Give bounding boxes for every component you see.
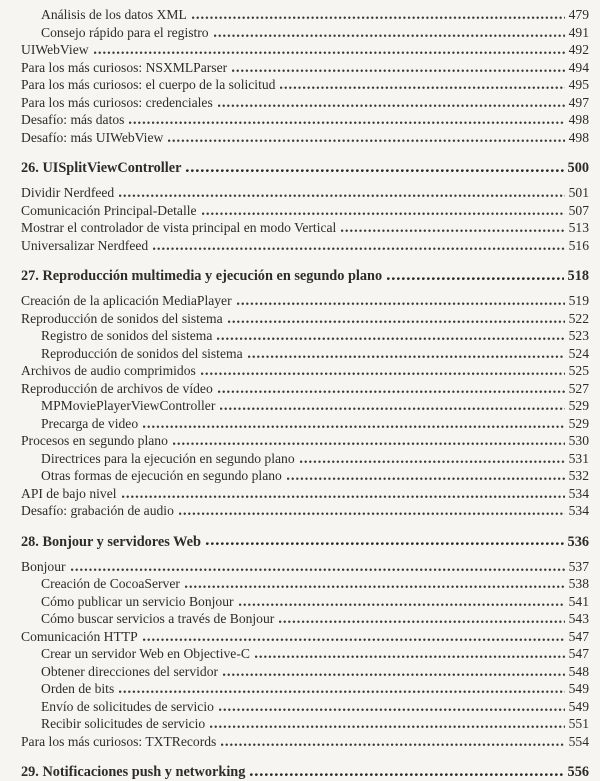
- toc-entry: [21, 6, 589, 24]
- toc-entry: [21, 715, 589, 733]
- dot-leader: [143, 638, 565, 641]
- toc-entry-page: 556: [567, 764, 589, 780]
- dot-leader: [220, 407, 564, 410]
- toc-entry-title: Para los más curiosos: NSXMLParser: [21, 59, 228, 75]
- dot-leader: [119, 690, 564, 693]
- toc-entry: [21, 202, 589, 220]
- toc-entry-page: 529: [568, 398, 589, 413]
- toc-entry: [21, 575, 589, 593]
- dot-leader: [214, 34, 565, 37]
- toc-entry-title: Precarga de video: [41, 415, 139, 431]
- toc-entry-page: 527: [568, 380, 589, 396]
- dot-leader: [280, 86, 564, 89]
- dot-leader: [202, 212, 565, 215]
- toc-entry: [21, 129, 589, 147]
- toc-entry-page: 498: [568, 129, 589, 145]
- dot-leader: [173, 442, 565, 445]
- dot-leader: [179, 512, 565, 515]
- toc-entry-title: Para los más curiosos: credenciales: [21, 94, 213, 110]
- dot-leader: [143, 425, 564, 428]
- toc-entry: [21, 76, 589, 94]
- toc-entry-page: 497: [568, 94, 589, 110]
- toc-entry: [21, 24, 589, 42]
- dot-leader: [219, 708, 565, 711]
- toc-entry: [21, 219, 589, 237]
- toc-entry-page: 537: [568, 558, 589, 574]
- toc-entry-page: 551: [568, 716, 589, 731]
- toc-entry-title: Obtener direcciones del servidor: [41, 663, 219, 679]
- toc-entry-page: 541: [568, 593, 589, 609]
- toc-entry-title: Desafío: grabación de audio: [21, 503, 174, 518]
- toc-entry-title: Creación de la aplicación MediaPlayer: [21, 293, 232, 308]
- toc-entry: [21, 59, 589, 77]
- dot-leader: [122, 495, 565, 498]
- dot-leader: [192, 16, 565, 19]
- toc-entry: [21, 593, 589, 611]
- toc-entry-title: Orden de bits: [41, 681, 115, 696]
- toc-entry-page: 547: [568, 628, 589, 644]
- toc-entry: [21, 327, 589, 345]
- toc-entry-title: Procesos en segundo plano: [21, 433, 168, 448]
- toc-entry-page: 549: [568, 698, 589, 714]
- dot-leader: [287, 477, 565, 480]
- dot-leader: [223, 673, 565, 676]
- toc-entry-page: 554: [568, 733, 589, 749]
- dot-leader: [71, 568, 565, 571]
- toc-entry: [21, 111, 589, 129]
- toc-entry: [21, 267, 589, 285]
- dot-leader: [232, 69, 564, 72]
- toc-entry-page: 529: [568, 415, 589, 431]
- dot-leader: [217, 337, 564, 340]
- dot-leader: [248, 355, 565, 358]
- toc-entry-page: 548: [568, 663, 589, 679]
- toc-entry: [21, 502, 589, 520]
- toc-entry: [21, 645, 589, 663]
- toc-entry-page: 531: [568, 450, 589, 466]
- toc-entry-page: 523: [568, 328, 589, 343]
- toc-entry-title: UIWebView: [21, 42, 89, 57]
- dot-leader: [206, 542, 564, 545]
- toc-entry-title: Comunicación Principal-Detalle: [21, 202, 197, 218]
- toc-entry-title: Registro de sonidos del sistema: [41, 328, 213, 343]
- toc-entry-title: Mostrar el controlador de vista principal en modo Vertical: [21, 220, 337, 235]
- dot-leader: [210, 725, 564, 728]
- toc-entry: [21, 310, 589, 328]
- toc-entry: [21, 558, 589, 576]
- toc-entry-page: 532: [568, 468, 589, 483]
- toc-entry-title: Directrices para la ejecución en segundo plano: [41, 450, 295, 466]
- toc-entry-title: Reproducción de sonidos del sistema: [21, 310, 223, 326]
- dot-leader: [153, 247, 564, 250]
- toc-list: [21, 6, 589, 781]
- toc-entry: [21, 159, 589, 177]
- toc-entry-title: Envío de solicitudes de servicio: [41, 698, 214, 714]
- toc-entry: [21, 610, 589, 628]
- toc-entry: [21, 292, 589, 310]
- dot-leader: [300, 460, 565, 463]
- toc-entry-title: API de bajo nivel: [21, 485, 117, 501]
- toc-entry-title: Cómo buscar servicios a través de Bonjour: [41, 611, 275, 626]
- dot-leader: [186, 169, 563, 172]
- toc-entry: [21, 237, 589, 255]
- dot-leader: [237, 302, 565, 305]
- dot-leader: [201, 372, 565, 375]
- dot-leader: [94, 51, 565, 54]
- toc-entry-page: 543: [568, 611, 589, 626]
- toc-entry-title: Bonjour: [21, 558, 66, 574]
- toc-entry-title: 26. UISplitViewController: [21, 160, 182, 176]
- toc-entry-title: Consejo rápido para el registro: [41, 24, 209, 40]
- toc-entry: [21, 397, 589, 415]
- dot-leader: [119, 194, 564, 197]
- toc-entry: [21, 415, 589, 433]
- toc-entry-page: 534: [568, 485, 589, 501]
- toc-entry-title: Universalizar Nerdfeed: [21, 237, 149, 253]
- toc-entry: [21, 663, 589, 681]
- dot-leader: [129, 121, 564, 124]
- dot-leader: [250, 773, 563, 776]
- toc-entry-title: Para los más curiosos: el cuerpo de la solicitud: [21, 77, 276, 92]
- dot-leader: [185, 585, 565, 588]
- toc-entry-page: 495: [568, 77, 589, 92]
- toc-entry: [21, 533, 589, 551]
- toc-entry: [21, 362, 589, 380]
- toc-entry-title: Cómo publicar un servicio Bonjour: [41, 593, 234, 609]
- dot-leader: [239, 603, 565, 606]
- toc-entry-page: 525: [568, 363, 589, 378]
- toc-entry: [21, 698, 589, 716]
- toc-entry: [21, 41, 589, 59]
- toc-entry-title: Otras formas de ejecución en segundo plano: [41, 468, 282, 483]
- dot-leader: [341, 229, 564, 232]
- toc-entry-page: 534: [568, 503, 589, 518]
- toc-entry-page: 498: [568, 112, 589, 127]
- toc-entry-title: Desafío: más datos: [21, 112, 125, 127]
- toc-entry-title: Archivos de audio comprimidos: [21, 363, 196, 378]
- toc-entry-title: 27. Reproducción multimedia y ejecución en segundo plano: [21, 268, 383, 284]
- toc-entry-page: 549: [568, 681, 589, 696]
- toc-entry-title: Crear un servidor Web en Objective-C: [41, 646, 250, 661]
- dot-leader: [387, 277, 563, 280]
- toc-entry-title: Análisis de los datos XML: [41, 7, 187, 22]
- toc-entry-title: 29. Notificaciones push y networking: [21, 764, 246, 780]
- toc-entry-title: Dividir Nerdfeed: [21, 185, 115, 200]
- toc-entry-page: 522: [568, 310, 589, 326]
- dot-leader: [218, 104, 565, 107]
- toc-entry: [21, 628, 589, 646]
- dot-leader: [221, 743, 564, 746]
- toc-entry-page: 538: [568, 576, 589, 591]
- toc-entry-title: Desafío: más UIWebView: [21, 129, 164, 145]
- dot-leader: [279, 620, 564, 623]
- toc-entry-page: 492: [568, 42, 589, 57]
- dot-leader: [168, 139, 564, 142]
- toc-entry-page: 516: [568, 237, 589, 253]
- toc-entry: [21, 94, 589, 112]
- toc-entry-page: 491: [568, 24, 589, 40]
- toc-entry: [21, 733, 589, 751]
- toc-entry-page: 524: [568, 345, 589, 361]
- toc-entry-page: 530: [568, 433, 589, 448]
- toc-entry-page: 494: [568, 59, 589, 75]
- toc-entry-page: 500: [567, 160, 589, 176]
- toc-entry-page: 536: [567, 533, 589, 550]
- toc-entry: [21, 184, 589, 202]
- toc-entry: [21, 345, 589, 363]
- toc-entry: [21, 450, 589, 468]
- toc-entry: [21, 763, 589, 781]
- toc-entry-page: 507: [568, 202, 589, 218]
- toc-entry-page: 513: [568, 220, 589, 235]
- toc-entry-title: Reproducción de archivos de vídeo: [21, 380, 213, 396]
- toc-entry-page: 479: [568, 7, 589, 22]
- toc-entry-title: MPMoviePlayerViewController: [41, 398, 216, 413]
- toc-entry-page: 519: [568, 293, 589, 308]
- toc-entry: [21, 680, 589, 698]
- dot-leader: [218, 390, 565, 393]
- toc-entry-title: Reproducción de sonidos del sistema: [41, 345, 243, 361]
- toc-entry-title: Recibir solicitudes de servicio: [41, 716, 206, 731]
- toc-entry: [21, 432, 589, 450]
- toc-entry: [21, 467, 589, 485]
- dot-leader: [228, 320, 565, 323]
- toc-entry: [21, 485, 589, 503]
- toc-entry-title: Creación de CocoaServer: [41, 576, 180, 591]
- toc-entry-page: 547: [568, 646, 589, 661]
- toc-entry-title: Para los más curiosos: TXTRecords: [21, 733, 217, 749]
- dot-leader: [255, 655, 565, 658]
- toc-entry-page: 501: [568, 185, 589, 200]
- toc-entry-title: 28. Bonjour y servidores Web: [21, 533, 201, 550]
- toc-entry: [21, 380, 589, 398]
- toc-entry-page: 518: [567, 268, 589, 284]
- toc-entry-title: Comunicación HTTP: [21, 628, 138, 644]
